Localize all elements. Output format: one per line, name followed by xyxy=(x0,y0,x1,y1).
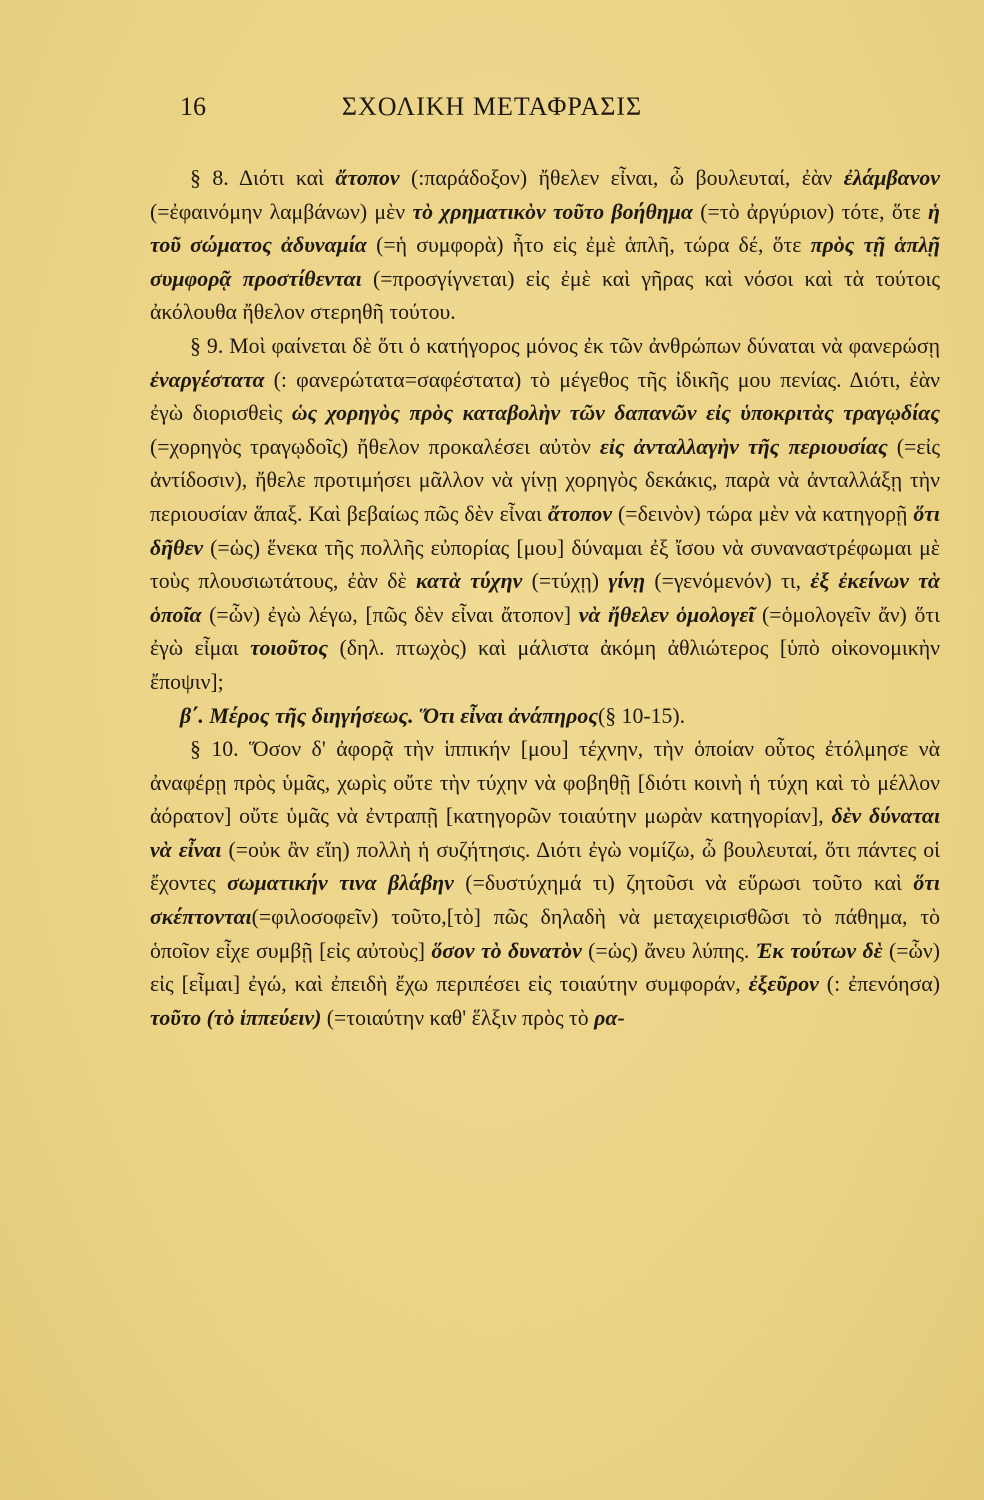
text-run: (=ἐφαινόμην λαμβάνων) μὲν xyxy=(150,199,413,224)
emphasized-term: τοῦτο (τὸ ἱππεύειν) xyxy=(150,1005,322,1030)
text-run: (:παράδοξον) ἤθελεν εἶναι, ὦ βουλευταί, ἐὰν xyxy=(399,166,844,190)
text-run: (=γενόμενόν) τι, xyxy=(645,569,811,594)
emphasized-term: ὅτι δῆθεν xyxy=(150,501,940,560)
text-run: § 10. Ὅσον δ' ἀφορᾷ τὴν ἱππικήν [μου] τέχνην, τὴν ὁποίαν οὗτος ἐτόλμησε νὰ ἀναφέρῃ πρὸς ὑμᾶς, χωρὶς οὔτε τὴν τύχην νὰ φοβηθῇ [διότι κοινὴ ἡ τύχη καὶ τὸ μέλλον ἀόρατον] οὔτε ὑμᾶς νὰ ἐντραπῇ [κατηγορῶν τοιαύτην μωρὰν κατηγορίαν], xyxy=(150,737,940,829)
emphasized-term: ἄτοπον xyxy=(547,501,613,526)
subheading-marker: β΄. xyxy=(180,703,204,728)
text-run: (=δεινὸν) τώρα μὲν νὰ κατηγορῇ xyxy=(612,501,914,526)
text-run: (=ὧν) ἐγὼ λέγω, [πῶς δὲν εἶναι ἄτοπον] xyxy=(201,602,579,627)
emphasized-term: τοιοῦτος xyxy=(250,636,328,661)
text-run: (=ὡς) ἕνεκα τῆς πολλῆς εὐπορίας [μου] δύναμαι ἐξ ἴσου νὰ συναναστρέφωμαι μὲ τοὺς πλουσιωτάτους, ἐὰν δὲ xyxy=(150,535,940,594)
text-run: (=τύχῃ) xyxy=(522,569,609,594)
emphasized-term: ἐξεῦρον xyxy=(748,972,819,997)
subheading-ref: (§ 10-15). xyxy=(597,703,686,728)
paragraph-8 xyxy=(150,162,940,330)
emphasized-term: γίνῃ xyxy=(608,569,646,594)
emphasized-term: Ἐκ τούτων δὲ xyxy=(755,938,883,963)
paragraph-9 xyxy=(150,330,940,700)
emphasized-term: ἐλάμβανον xyxy=(843,166,940,190)
emphasized-term: ἡ τοῦ σώματος ἀδυναμία xyxy=(150,199,941,258)
emphasized-term: κατὰ τύχην xyxy=(415,569,523,594)
emphasized-term: ἄτοπον xyxy=(335,166,400,190)
emphasized-term: δὲν δύναται νὰ εἶναι xyxy=(150,804,940,862)
emphasized-term: ρα- xyxy=(594,1005,625,1030)
subheading-title: Μέρος τῆς διηγήσεως. xyxy=(209,703,414,728)
paragraph-10 xyxy=(150,733,940,1035)
emphasized-term: ὅσον τὸ δυνατὸν xyxy=(431,938,582,963)
text-run: (δηλ. πτωχὸς) καὶ μάλιστα ἀκόμη ἀθλιώτερος [ὑπὸ οἰκονομικὴν ἔποψιν]; xyxy=(150,636,940,694)
text-run: (=ὁμολογεῖν ἄν) ὅτι ἐγὼ εἶμαι xyxy=(150,602,940,661)
emphasized-term: ἐξ ἐκείνων τὰ ὁποῖα xyxy=(150,569,940,627)
text-run: (=εἰς ἀντίδοσιν), ἤθελε προτιμήσει μᾶλλον νὰ γίνῃ χορηγὸς δεκάκις, παρὰ νὰ ἀνταλλάξῃ τὴν περιουσίαν ἅπαξ. Καὶ βεβαίως πῶς δὲν εἶναι xyxy=(150,434,941,526)
text-run: (=ὡς) ἄνευ λύπης. xyxy=(581,938,756,963)
emphasized-term: νὰ ἤθελεν ὁμολογεῖ xyxy=(578,602,755,627)
text-run: (=οὐκ ἂν εἴη) πολλὴ ἡ συζήτησις. Διότι ἐγὼ νομίζω, ὦ βουλευταί, ὅτι πάντες οἱ ἔχοντες xyxy=(150,837,941,896)
page-number: 16 xyxy=(180,92,206,121)
text-run: (=δυστύχημά τι) ζητοῦσι νὰ εὕρωσι τοῦτο καὶ xyxy=(453,871,914,896)
page-header xyxy=(150,92,834,132)
emphasized-term: τὸ χρηματικὸν τοῦτο βοήθημα xyxy=(412,199,693,224)
text-run: (=φιλοσοφεῖν) τοῦτο,[τὸ] πῶς δηλαδὴ νὰ μεταχειρισθῶσι τὸ πάθημα, τὸ ὁποῖον εἶχε συμβῇ [εἰς αὐτοὺς] xyxy=(150,905,940,963)
emphasized-term: ἐναργέστατα xyxy=(150,367,265,392)
emphasized-term: εἰς ἀνταλλαγὴν τῆς περιουσίας xyxy=(599,434,888,459)
text-run: (=τοιαύτην καθ' ἕλξιν πρὸς τὸ xyxy=(321,1005,595,1030)
text-run: (: φανερώτατα=σαφέστατα) τὸ μέγεθος τῆς ἰδικῆς μου πενίας. Διότι, ἐὰν ἐγὼ διορισθεὶς xyxy=(150,367,940,426)
emphasized-term: ὡς χορηγὸς πρὸς καταβολὴν τῶν δαπανῶν εἰς ὑποκριτὰς τραγῳδίας xyxy=(291,401,940,426)
text-run: § 8. Διότι καὶ xyxy=(190,166,336,190)
emphasized-term: ὅτι σκέπτονται xyxy=(150,871,940,930)
section-subheading xyxy=(150,700,940,734)
text-run: (=χορηγὸς τραγῳδοῖς) ἤθελον προκαλέσει αὐτὸν xyxy=(150,434,600,459)
text-run: (=ὧν) εἰς [εἶμαι] ἐγώ, καὶ ἐπειδὴ ἔχω περιπέσει εἰς τοιαύτην συμφοράν, xyxy=(150,938,941,997)
running-title: ΣΧΟΛΙΚΗ ΜΕΤΑΦΡΑΣΙΣ xyxy=(341,92,643,121)
emphasized-term: πρὸς τῇ ἁπλῇ συμφορᾷ προστίθενται xyxy=(150,233,940,291)
text-run: (: ἐπενόησα) xyxy=(818,972,940,997)
emphasized-term: σωματικήν τινα βλάβην xyxy=(227,871,454,896)
text-run: (=ἡ συμφορὰ) ἦτο εἰς ἐμὲ ἁπλῆ, τώρα δέ, ὅτε xyxy=(366,233,811,258)
subheading-subtitle: Ὅτι εἶναι ἀνάπηρος xyxy=(419,703,598,728)
text-run: (=προσγίγνεται) εἰς ἐμὲ καὶ γῆρας καὶ νόσοι καὶ τὰ τούτοις ἀκόλουθα ἤθελον στερηθῆ τούτου. xyxy=(150,266,940,325)
text-run: (=τὸ ἀργύριον) τότε, ὅτε xyxy=(692,199,929,224)
text-run: § 9. Μοὶ φαίνεται δὲ ὅτι ὁ κατήγορος μόνος ἐκ τῶν ἀνθρώπων δύναται νὰ φανερώσῃ xyxy=(190,333,940,358)
page-body xyxy=(150,162,940,1035)
